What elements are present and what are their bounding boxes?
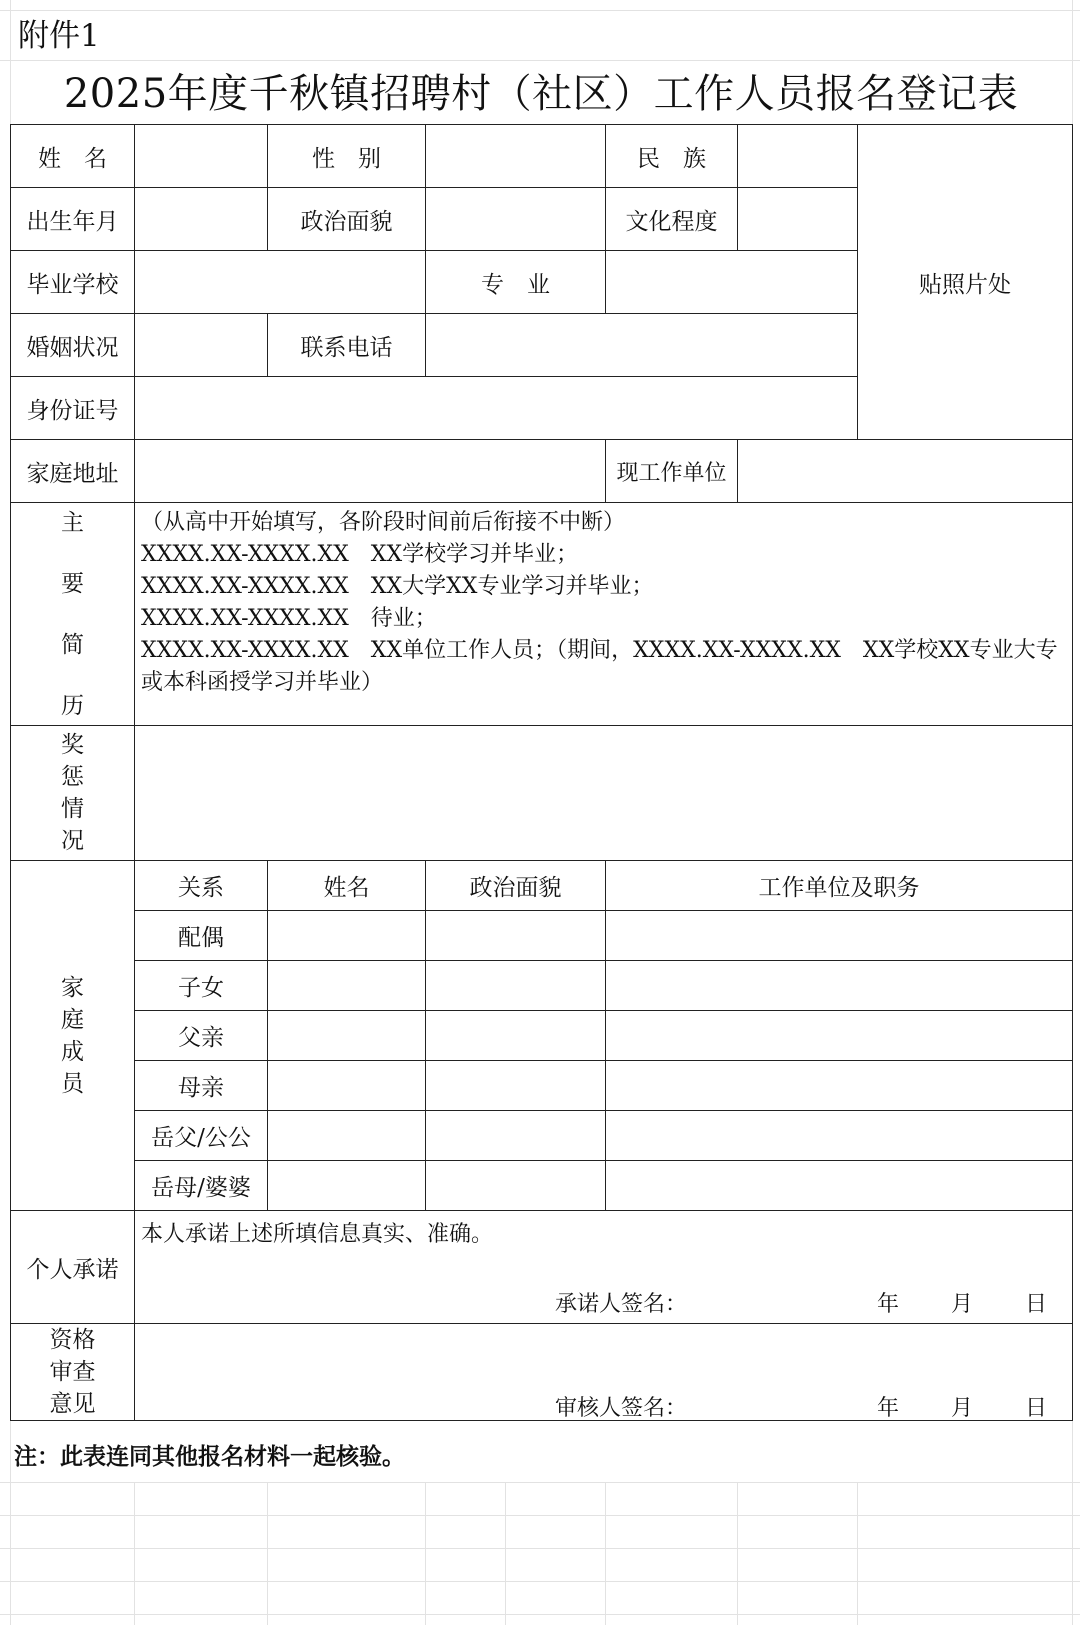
- review-field[interactable]: [135, 1324, 1073, 1421]
- name-label: 姓 名: [11, 125, 135, 188]
- resume-line: XXXX.XX-XXXX.XX 待业；: [141, 606, 437, 631]
- family-label-char: 家: [61, 974, 84, 1001]
- birth-field[interactable]: [135, 188, 268, 251]
- address-label: 家庭地址: [11, 440, 135, 503]
- major-label: 专 业: [426, 251, 606, 314]
- family-employer-field[interactable]: [606, 961, 1073, 1011]
- family-name-field[interactable]: [268, 911, 426, 961]
- review-label-line: 资格: [49, 1327, 96, 1353]
- family-row: [11, 1161, 1073, 1211]
- family-header-relation: 关系: [135, 861, 268, 911]
- family-political-field[interactable]: [426, 1061, 606, 1111]
- major-field[interactable]: [606, 251, 858, 314]
- pledge-month: 月: [951, 1292, 974, 1317]
- family-employer-field[interactable]: [606, 911, 1073, 961]
- family-political-field[interactable]: [426, 1161, 606, 1211]
- resume-field[interactable]: [135, 503, 1073, 726]
- school-label: 毕业学校: [11, 251, 135, 314]
- family-label: [11, 861, 135, 1211]
- awards-label: [11, 726, 135, 861]
- family-relation: 配偶: [135, 911, 268, 961]
- form-title: 2025年度千秋镇招聘村（社区）工作人员报名登记表: [63, 71, 1019, 117]
- school-field[interactable]: [135, 251, 426, 314]
- family-political-field[interactable]: [426, 1111, 606, 1161]
- photo-box[interactable]: 贴照片处: [858, 125, 1073, 440]
- name-field[interactable]: [135, 125, 268, 188]
- awards-label-char: 情: [61, 796, 84, 822]
- awards-field[interactable]: [135, 726, 1073, 861]
- family-name-field[interactable]: [268, 1061, 426, 1111]
- resume-label-char: 主: [61, 509, 84, 536]
- family-row: [11, 1061, 1073, 1111]
- resume-label: [11, 503, 135, 726]
- family-relation: 子女: [135, 961, 268, 1011]
- review-label: [11, 1324, 135, 1421]
- attachment-label: 附件1: [18, 18, 100, 54]
- idcard-field[interactable]: [135, 377, 858, 440]
- awards-label-char: 奖: [61, 732, 84, 758]
- family-name-field[interactable]: [268, 1111, 426, 1161]
- marital-field[interactable]: [135, 314, 268, 377]
- pledge-field[interactable]: [135, 1211, 1073, 1324]
- footnote: 注：此表连同其他报名材料一起核验。: [14, 1443, 405, 1470]
- ethnicity-field[interactable]: [738, 125, 858, 188]
- pledge-year: 年: [877, 1292, 900, 1317]
- family-row: [11, 1111, 1073, 1161]
- awards-label-char: 惩: [61, 764, 84, 790]
- resume-label-char: 简: [61, 631, 84, 658]
- family-row: [11, 961, 1073, 1011]
- education-label: 文化程度: [606, 188, 738, 251]
- family-political-field[interactable]: [426, 911, 606, 961]
- birth-label: 出生年月: [11, 188, 135, 251]
- resume-label-char: 要: [61, 570, 84, 597]
- review-day: 日: [1025, 1396, 1048, 1421]
- phone-field[interactable]: [426, 314, 858, 377]
- marital-label: 婚姻状况: [11, 314, 135, 377]
- education-field[interactable]: [738, 188, 858, 251]
- resume-line: XXXX.XX-XXXX.XX XX单位工作人员；（期间，XXXX.XX-XXXX.XX XX学校XX专业大专或本科函授学习并毕业）: [141, 638, 1058, 695]
- review-month: 月: [951, 1396, 974, 1421]
- registration-form: [10, 124, 1073, 1421]
- family-relation: 岳父/公公: [135, 1111, 268, 1161]
- political-label: 政治面貌: [268, 188, 426, 251]
- review-label-line: 审查: [49, 1359, 96, 1385]
- resume-line: （从高中开始填写，各阶段时间前后衔接不中断）: [141, 510, 626, 535]
- review-label-line: 意见: [49, 1391, 96, 1417]
- resume-label-char: 历: [61, 692, 84, 719]
- employer-field[interactable]: [738, 440, 1073, 503]
- pledge-label: 个人承诺: [11, 1211, 135, 1324]
- family-header-employer: 工作单位及职务: [606, 861, 1073, 911]
- family-employer-field[interactable]: [606, 1011, 1073, 1061]
- employer-label: 现工作单位: [606, 440, 738, 503]
- family-employer-field[interactable]: [606, 1161, 1073, 1211]
- family-header-political: 政治面貌: [426, 861, 606, 911]
- family-political-field[interactable]: [426, 961, 606, 1011]
- pledge-sign-label: 承诺人签名：: [555, 1292, 688, 1317]
- ethnicity-label: 民 族: [606, 125, 738, 188]
- family-relation: 岳母/婆婆: [135, 1161, 268, 1211]
- family-name-field[interactable]: [268, 961, 426, 1011]
- family-row: [11, 1011, 1073, 1061]
- family-label-char: 庭: [61, 1006, 84, 1033]
- family-label-char: 员: [61, 1070, 84, 1097]
- family-political-field[interactable]: [426, 1011, 606, 1061]
- family-name-field[interactable]: [268, 1161, 426, 1211]
- review-year: 年: [877, 1396, 900, 1421]
- address-field[interactable]: [135, 440, 606, 503]
- gender-label: 性 别: [268, 125, 426, 188]
- idcard-label: 身份证号: [11, 377, 135, 440]
- family-relation: 母亲: [135, 1061, 268, 1111]
- family-employer-field[interactable]: [606, 1111, 1073, 1161]
- awards-label-char: 况: [61, 828, 84, 854]
- resume-line: XXXX.XX-XXXX.XX XX学校学习并毕业；: [141, 542, 579, 567]
- political-field[interactable]: [426, 188, 606, 251]
- family-header-name: 姓名: [268, 861, 426, 911]
- review-sign-label: 审核人签名：: [555, 1396, 688, 1421]
- family-row: [11, 911, 1073, 961]
- family-relation: 父亲: [135, 1011, 268, 1061]
- pledge-text: 本人承诺上述所填信息真实、准确。: [141, 1222, 494, 1247]
- pledge-day: 日: [1025, 1292, 1048, 1317]
- resume-line: XXXX.XX-XXXX.XX XX大学XX专业学习并毕业；: [141, 574, 654, 599]
- gender-field[interactable]: [426, 125, 606, 188]
- phone-label: 联系电话: [268, 314, 426, 377]
- family-employer-field[interactable]: [606, 1061, 1073, 1111]
- family-label-char: 成: [61, 1038, 84, 1065]
- family-name-field[interactable]: [268, 1011, 426, 1061]
